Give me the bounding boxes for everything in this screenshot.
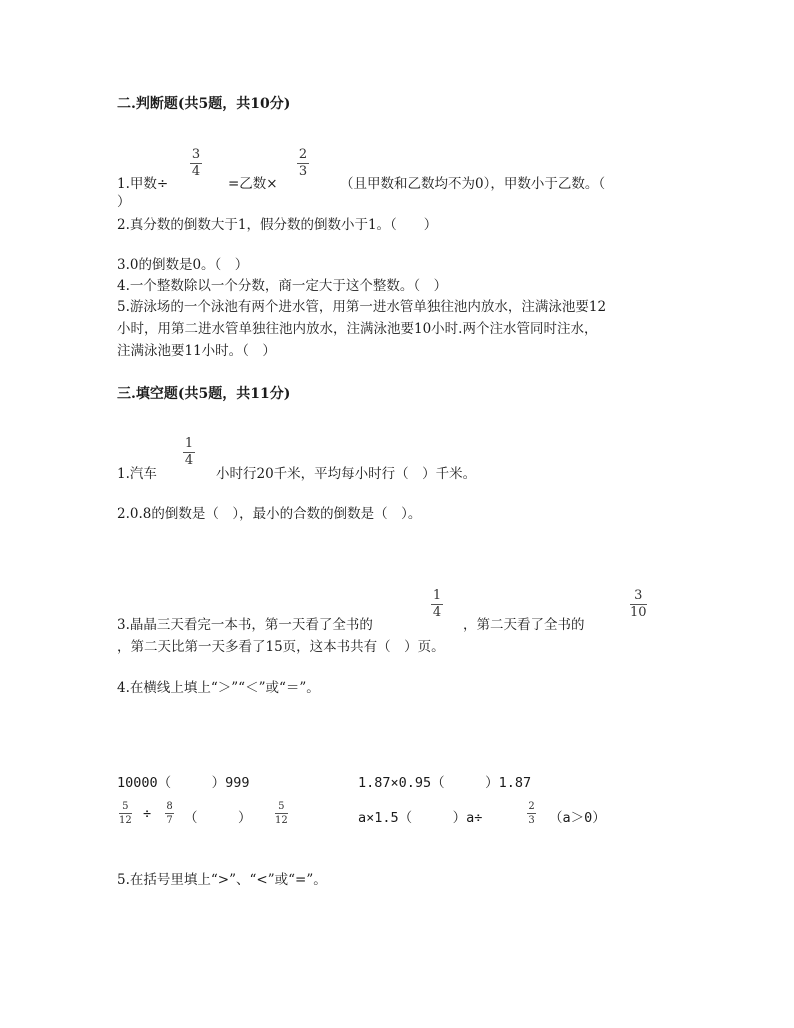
q-text: 3.晶晶三天看完一本书，第一天看了全书的 [117, 617, 373, 633]
numerator: 5 [122, 801, 129, 812]
fraction [275, 801, 288, 826]
numerator: 3 [191, 147, 201, 162]
fraction [297, 148, 309, 179]
numerator: 3 [634, 588, 643, 603]
comparison-r1c1: 10000（ ）999 [117, 775, 250, 791]
numerator: 2 [298, 147, 308, 162]
answer-blank: （ ） [184, 810, 252, 826]
operator-divide: ÷ [143, 806, 152, 822]
denominator: 4 [184, 453, 194, 468]
denominator: 12 [275, 815, 288, 826]
question-2-5-line1: 5.游泳场的一个泳池有两个进水管，用第一进水管单独往池内放水，注满泳池要12 [117, 299, 607, 315]
numerator: 2 [528, 801, 535, 812]
q-text: 1.甲数÷ [117, 176, 169, 192]
section-3-title: 三.填空题(共5题，共11分) [117, 386, 291, 402]
numerator: 1 [432, 588, 442, 603]
q-text: （且甲数和乙数均不为0），甲数小于乙数。（ [340, 176, 606, 192]
q-text: 小时行20千米，平均每小时行（ ）千米。 [216, 466, 477, 482]
fraction [190, 148, 202, 179]
question-2-2: 2.真分数的倒数大于1，假分数的倒数小于1。（ ） [117, 217, 438, 233]
comparison-r2c2-right: （a＞0） [549, 810, 606, 826]
fraction [630, 589, 647, 620]
question-2-5-line3: 注满泳池要11小时。（ ） [117, 343, 276, 359]
section-2-title: 二.判断题(共5题，共10分) [117, 96, 291, 112]
numerator: 1 [184, 436, 194, 451]
denominator: 7 [166, 815, 173, 826]
denominator: 10 [630, 605, 647, 620]
q-text: ） [117, 194, 131, 210]
question-2-3: 3.0的倒数是0。（ ） [117, 257, 249, 273]
fraction-bar [527, 813, 536, 814]
denominator: 3 [298, 164, 308, 179]
fraction [183, 437, 195, 468]
denominator: 3 [528, 815, 535, 826]
question-2-4: 4.一个整数除以一个分数，商一定大于这个整数。（ ） [117, 278, 448, 294]
q-text: =乙数× [228, 176, 278, 192]
question-3-5: 5.在括号里填上“>”、“<”或“=”。 [117, 872, 327, 888]
fraction [165, 801, 174, 826]
numerator: 5 [278, 801, 285, 812]
q-text: ，第二天比第一天多看了15页，这本书共有（ ）页。 [117, 639, 445, 655]
fraction [431, 589, 443, 620]
fraction-bar [275, 813, 288, 814]
q-text: ，第二天看了全书的 [463, 617, 585, 633]
question-3-4-title: 4.在横线上填上“＞”“＜”或“＝”。 [117, 680, 320, 696]
denominator: 4 [432, 605, 442, 620]
fraction [119, 801, 132, 826]
denominator: 4 [191, 164, 201, 179]
fraction-bar [119, 813, 132, 814]
question-3-2: 2.0.8的倒数是（ ），最小的合数的倒数是（ ）。 [117, 506, 422, 522]
numerator: 8 [166, 801, 173, 812]
comparison-r1c2: 1.87×0.95（ ）1.87 [358, 775, 532, 791]
comparison-r2c2-left: a×1.5（ ）a÷ [358, 810, 483, 826]
fraction-bar [165, 813, 174, 814]
denominator: 12 [119, 815, 132, 826]
fraction [527, 801, 536, 826]
question-2-5-line2: 小时，用第二进水管单独往池内放水，注满泳池要10小时.两个注水管同时注水， [117, 321, 598, 337]
q-text: 1.汽车 [117, 466, 157, 482]
